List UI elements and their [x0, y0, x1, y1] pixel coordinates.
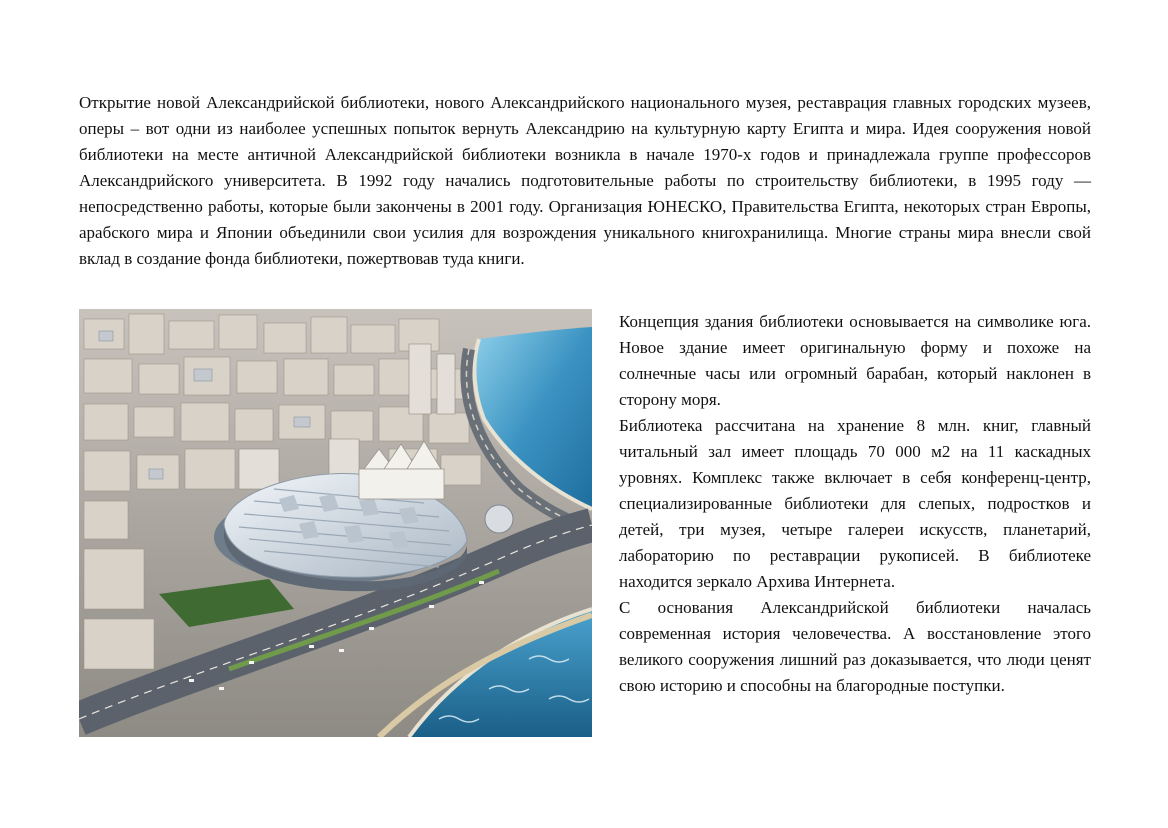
library-aerial-photo — [79, 309, 592, 737]
right-column — [619, 309, 1091, 699]
intro-paragraph: Открытие новой Александрийской библиотеки, нового Александрийского национального музея, реставрация главных городских музеев, оперы – вот одни из наиболее успешных попыток вернуть Александрию на культурную карту Египта и мира. Идея сооружения новой библиотеки на месте античной Александрийской библиотеки возникла в начале 1970-х годов и принадлежала группе профессоров Александрийского университета. В 1992 году начались подготовительные работы по строительству библиотеки, в 1995 году — непосредственно работы, которые были закончены в 2001 году. Организация ЮНЕСКО, Правительства Египта, некоторых стран Европы, арабского мира и Японии объединили свои усилия для возрождения уникального книгохранилища. Многие страны мира внесли свой вклад в создание фонда библиотеки, пожертвовав туда книги. — [79, 93, 1091, 268]
history-paragraph: С основания Александрийской библиотеки началась современная история человечества. А восстановление этого великого сооружения лишний раз доказывается, что люди ценят свою историю и способны на благородные поступки. — [619, 598, 1091, 695]
capacity-paragraph: Библиотека рассчитана на хранение 8 млн. книг, главный читальный зал имеет площадь 70 000 м2 на 11 каскадных уровнях. Комплекс также включает в себя конференц-центр, специализированные библиотеки для слепых, подростков и детей, три музея, четыре галереи искусств, планетарий, лабораторию по реставрации рукописей. В библиотеке находится зеркало Архива Интернета. — [619, 416, 1091, 591]
concept-paragraph: Концепция здания библиотеки основывается на символике юга. Новое здание имеет оригинальную форму и похоже на солнечные часы или огромный барабан, который наклонен в сторону моря. — [619, 312, 1091, 409]
